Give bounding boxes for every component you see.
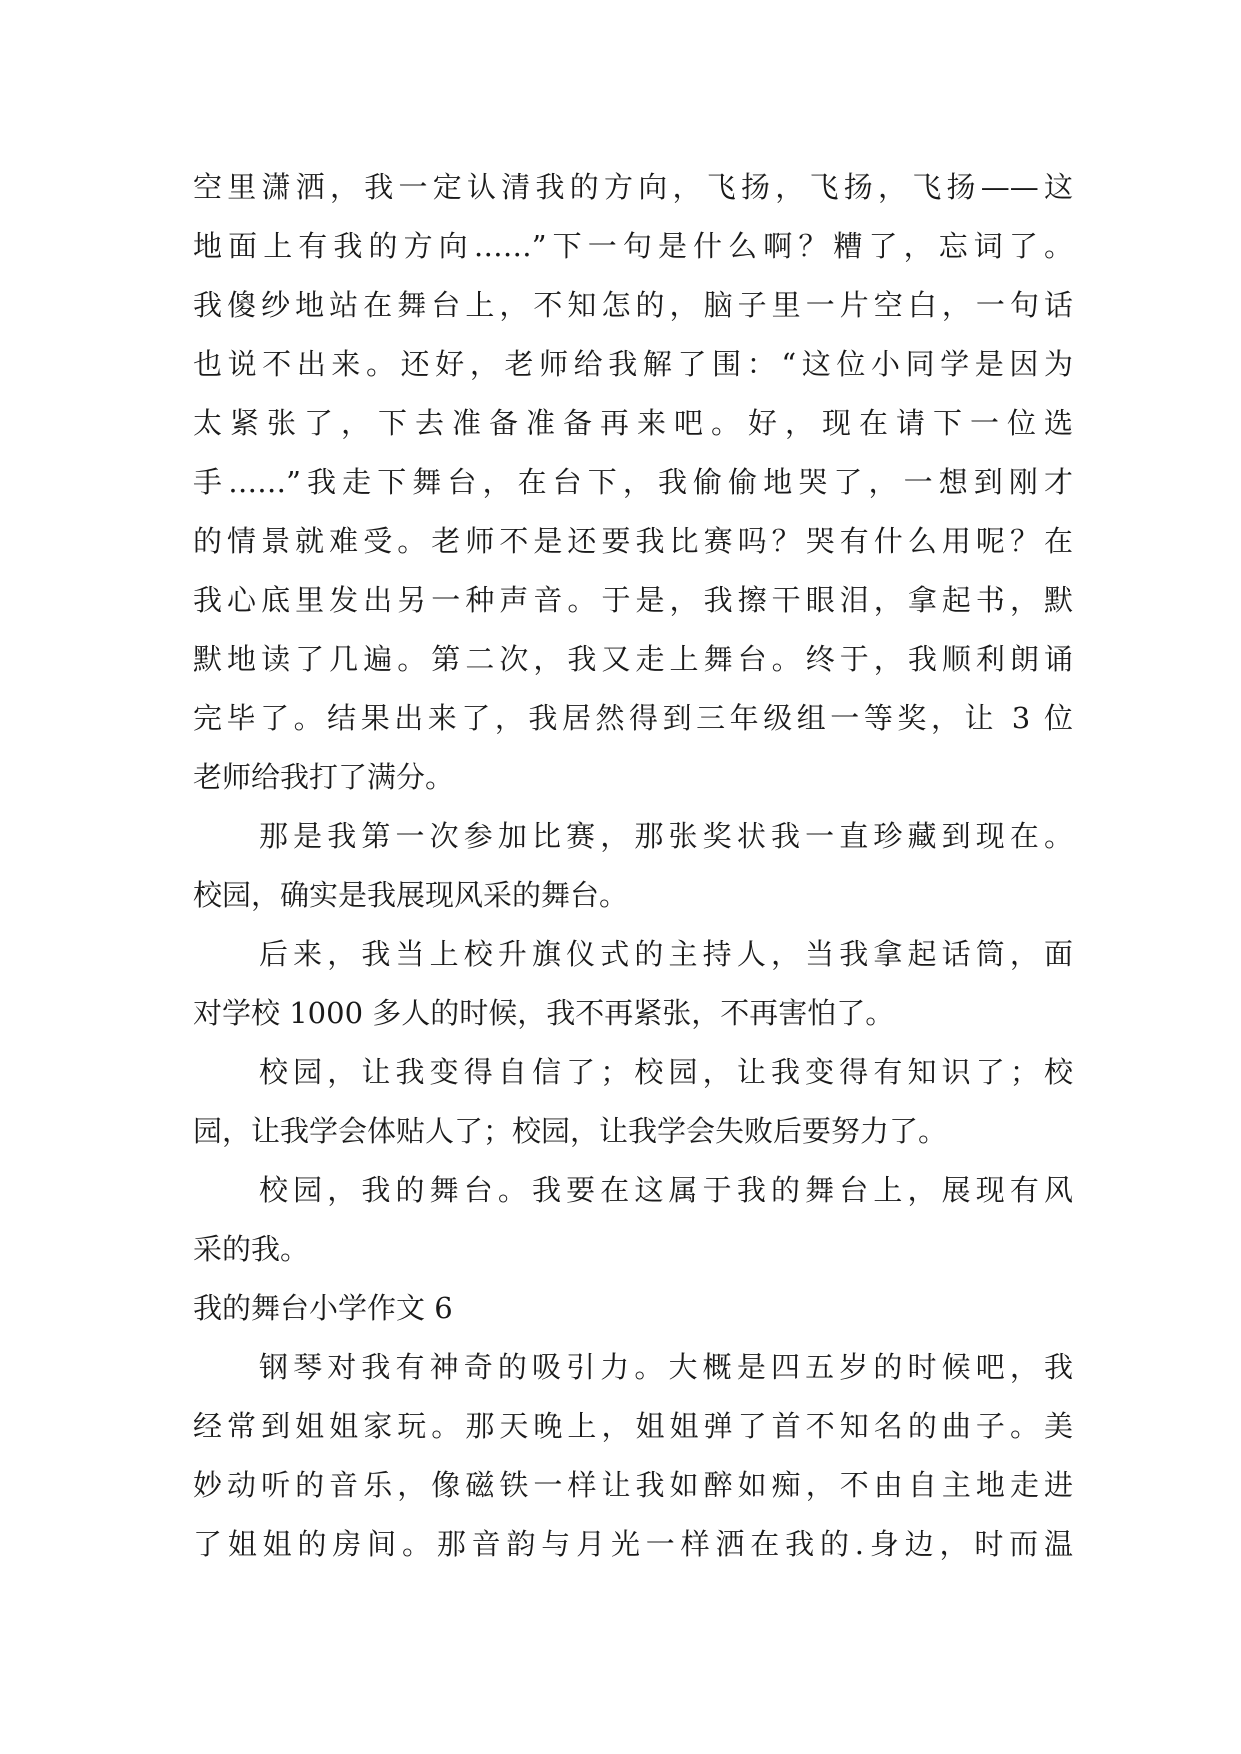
text-line: 校园，我的舞台。我要在这属于我的舞台上，展现有风 — [259, 1173, 1073, 1207]
text-line: 妙动听的音乐，像磁铁一样让我如醉如痴，不由自主地走进 — [193, 1468, 1073, 1502]
section-heading: 我的舞台小学作文 6 — [193, 1291, 453, 1325]
text-line: 校园，让我变得自信了；校园，让我变得有知识了；校 — [259, 1055, 1073, 1089]
text-line: 默地读了几遍。第二次，我又走上舞台。终于，我顺利朗诵 — [193, 642, 1073, 676]
text-line: 空里潇洒，我一定认清我的方向，飞扬，飞扬，飞扬——这 — [193, 170, 1073, 204]
text-line: 我心底里发出另一种声音。于是，我擦干眼泪，拿起书，默 — [193, 583, 1073, 617]
text-line: 完毕了。结果出来了，我居然得到三年级组一等奖，让 3 位 — [193, 701, 1073, 735]
text-line: 采的我。 — [193, 1232, 310, 1266]
text-line: 园，让我学会体贴人了；校园，让我学会失败后要努力了。 — [193, 1114, 948, 1148]
text-line: 老师给我打了满分。 — [193, 760, 455, 794]
text-line: 后来，我当上校升旗仪式的主持人，当我拿起话筒，面 — [259, 937, 1073, 971]
text-line: 手……”我走下舞台，在台下，我偷偷地哭了，一想到刚才 — [193, 465, 1073, 499]
text-line: 对学校 1000 多人的时候，我不再紧张，不再害怕了。 — [193, 996, 895, 1030]
text-line: 我傻纱地站在舞台上，不知怎的，脑子里一片空白，一句话 — [193, 288, 1073, 322]
text-line: 校园，确实是我展现风采的舞台。 — [193, 878, 629, 912]
text-line: 了姐姐的房间。那音韵与月光一样洒在我的.身边，时而温 — [193, 1527, 1073, 1561]
text-line: 钢琴对我有神奇的吸引力。大概是四五岁的时候吧，我 — [259, 1350, 1073, 1384]
text-line: 地面上有我的方向……”下一句是什么啊？糟了，忘词了。 — [193, 229, 1073, 263]
text-line: 经常到姐姐家玩。那天晚上，姐姐弹了首不知名的曲子。美 — [193, 1409, 1073, 1443]
text-line: 那是我第一次参加比赛，那张奖状我一直珍藏到现在。 — [259, 819, 1073, 853]
text-line: 太紧张了，下去准备准备再来吧。好，现在请下一位选 — [193, 406, 1073, 440]
text-line: 的情景就难受。老师不是还要我比赛吗？哭有什么用呢？在 — [193, 524, 1073, 558]
text-line: 也说不出来。还好，老师给我解了围：“这位小同学是因为 — [193, 347, 1073, 381]
document-body — [193, 158, 1073, 1574]
